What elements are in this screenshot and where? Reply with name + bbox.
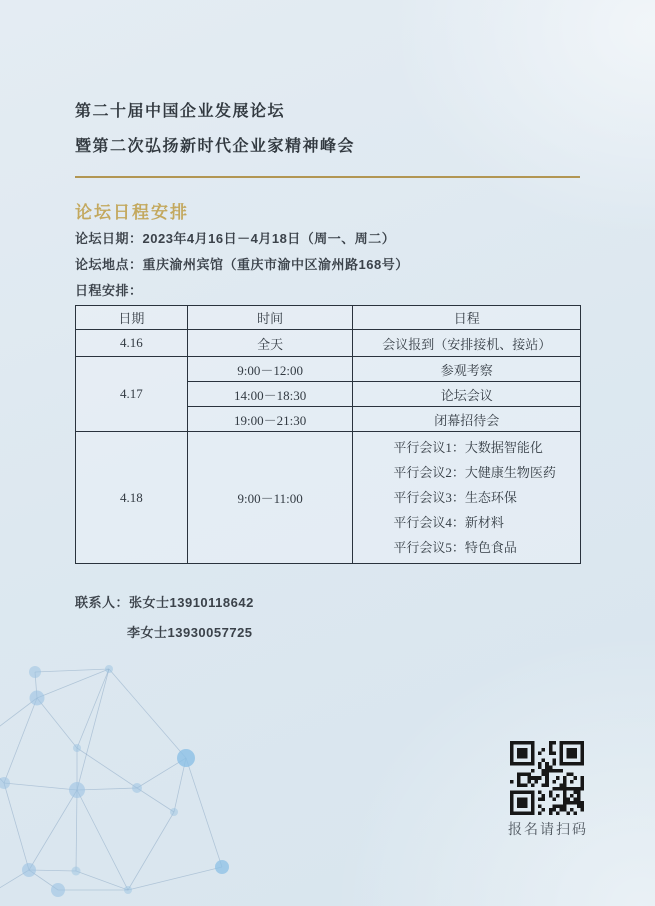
registration-qr-block <box>508 741 586 839</box>
title-line-1: 第二十届中国企业发展论坛 <box>75 103 286 120</box>
cell-time-418: 9:00－11:00 <box>187 432 353 564</box>
table-header-row <box>76 306 581 330</box>
forum-date-line: 论坛日期：2023年4月16日－4月18日（周一、周二） <box>75 231 396 246</box>
cell-date-418: 4.18 <box>76 432 188 564</box>
session-line-5: 平行会议5：特色食品 <box>393 540 517 555</box>
network-decoration-graphic <box>0 645 258 906</box>
cell-agenda-visit: 参观考察 <box>353 357 581 382</box>
column-header-date: 日期 <box>76 306 188 330</box>
cell-time-morning: 9:00－12:00 <box>187 357 353 382</box>
document-title-block <box>75 0 580 164</box>
cell-agenda-checkin: 会议报到（安排接机、接站） <box>353 330 581 357</box>
cell-time-afternoon: 14:00－18:30 <box>187 382 353 407</box>
contact-line-1 <box>75 588 580 618</box>
cell-parallel-sessions <box>353 432 581 564</box>
table-row-day3 <box>76 432 581 564</box>
cell-time-allday: 全天 <box>187 330 353 357</box>
table-row-day1 <box>76 330 581 357</box>
qr-code <box>510 741 584 815</box>
forum-location-line: 论坛地点：重庆渝州宾馆（重庆市渝中区渝州路168号） <box>75 257 409 272</box>
session-line-3: 平行会议3：生态环保 <box>393 490 517 505</box>
session-line-2: 平行会议2：大健康生物医药 <box>393 465 556 480</box>
table-row-day2-slot1 <box>76 357 581 382</box>
contacts-block <box>75 588 580 648</box>
session-line-4: 平行会议4：新材料 <box>393 515 504 530</box>
contact-line-2 <box>75 618 580 648</box>
section-heading: 论坛日程安排 <box>75 203 189 222</box>
gold-divider-rule <box>75 176 580 178</box>
cell-date-417: 4.17 <box>76 357 188 432</box>
schedule-table <box>75 305 581 564</box>
cell-agenda-reception: 闭幕招待会 <box>353 407 581 432</box>
cell-date-416: 4.16 <box>76 330 188 357</box>
contact-person-1: 张女士13910118642 <box>129 595 254 610</box>
column-header-time: 时间 <box>187 306 353 330</box>
contact-person-2: 李女士13930057725 <box>127 625 253 640</box>
title-line-2: 暨第二次弘扬新时代企业家精神峰会 <box>75 138 356 155</box>
session-line-1: 平行会议1：大数据智能化 <box>393 440 543 455</box>
contacts-label: 联系人： <box>75 595 130 610</box>
cell-agenda-forum: 论坛会议 <box>353 382 581 407</box>
cell-time-evening: 19:00－21:30 <box>187 407 353 432</box>
schedule-label: 日程安排： <box>75 283 143 298</box>
qr-caption: 报名请扫码 <box>508 823 588 838</box>
column-header-agenda: 日程 <box>353 306 581 330</box>
forum-info-block <box>75 226 580 304</box>
